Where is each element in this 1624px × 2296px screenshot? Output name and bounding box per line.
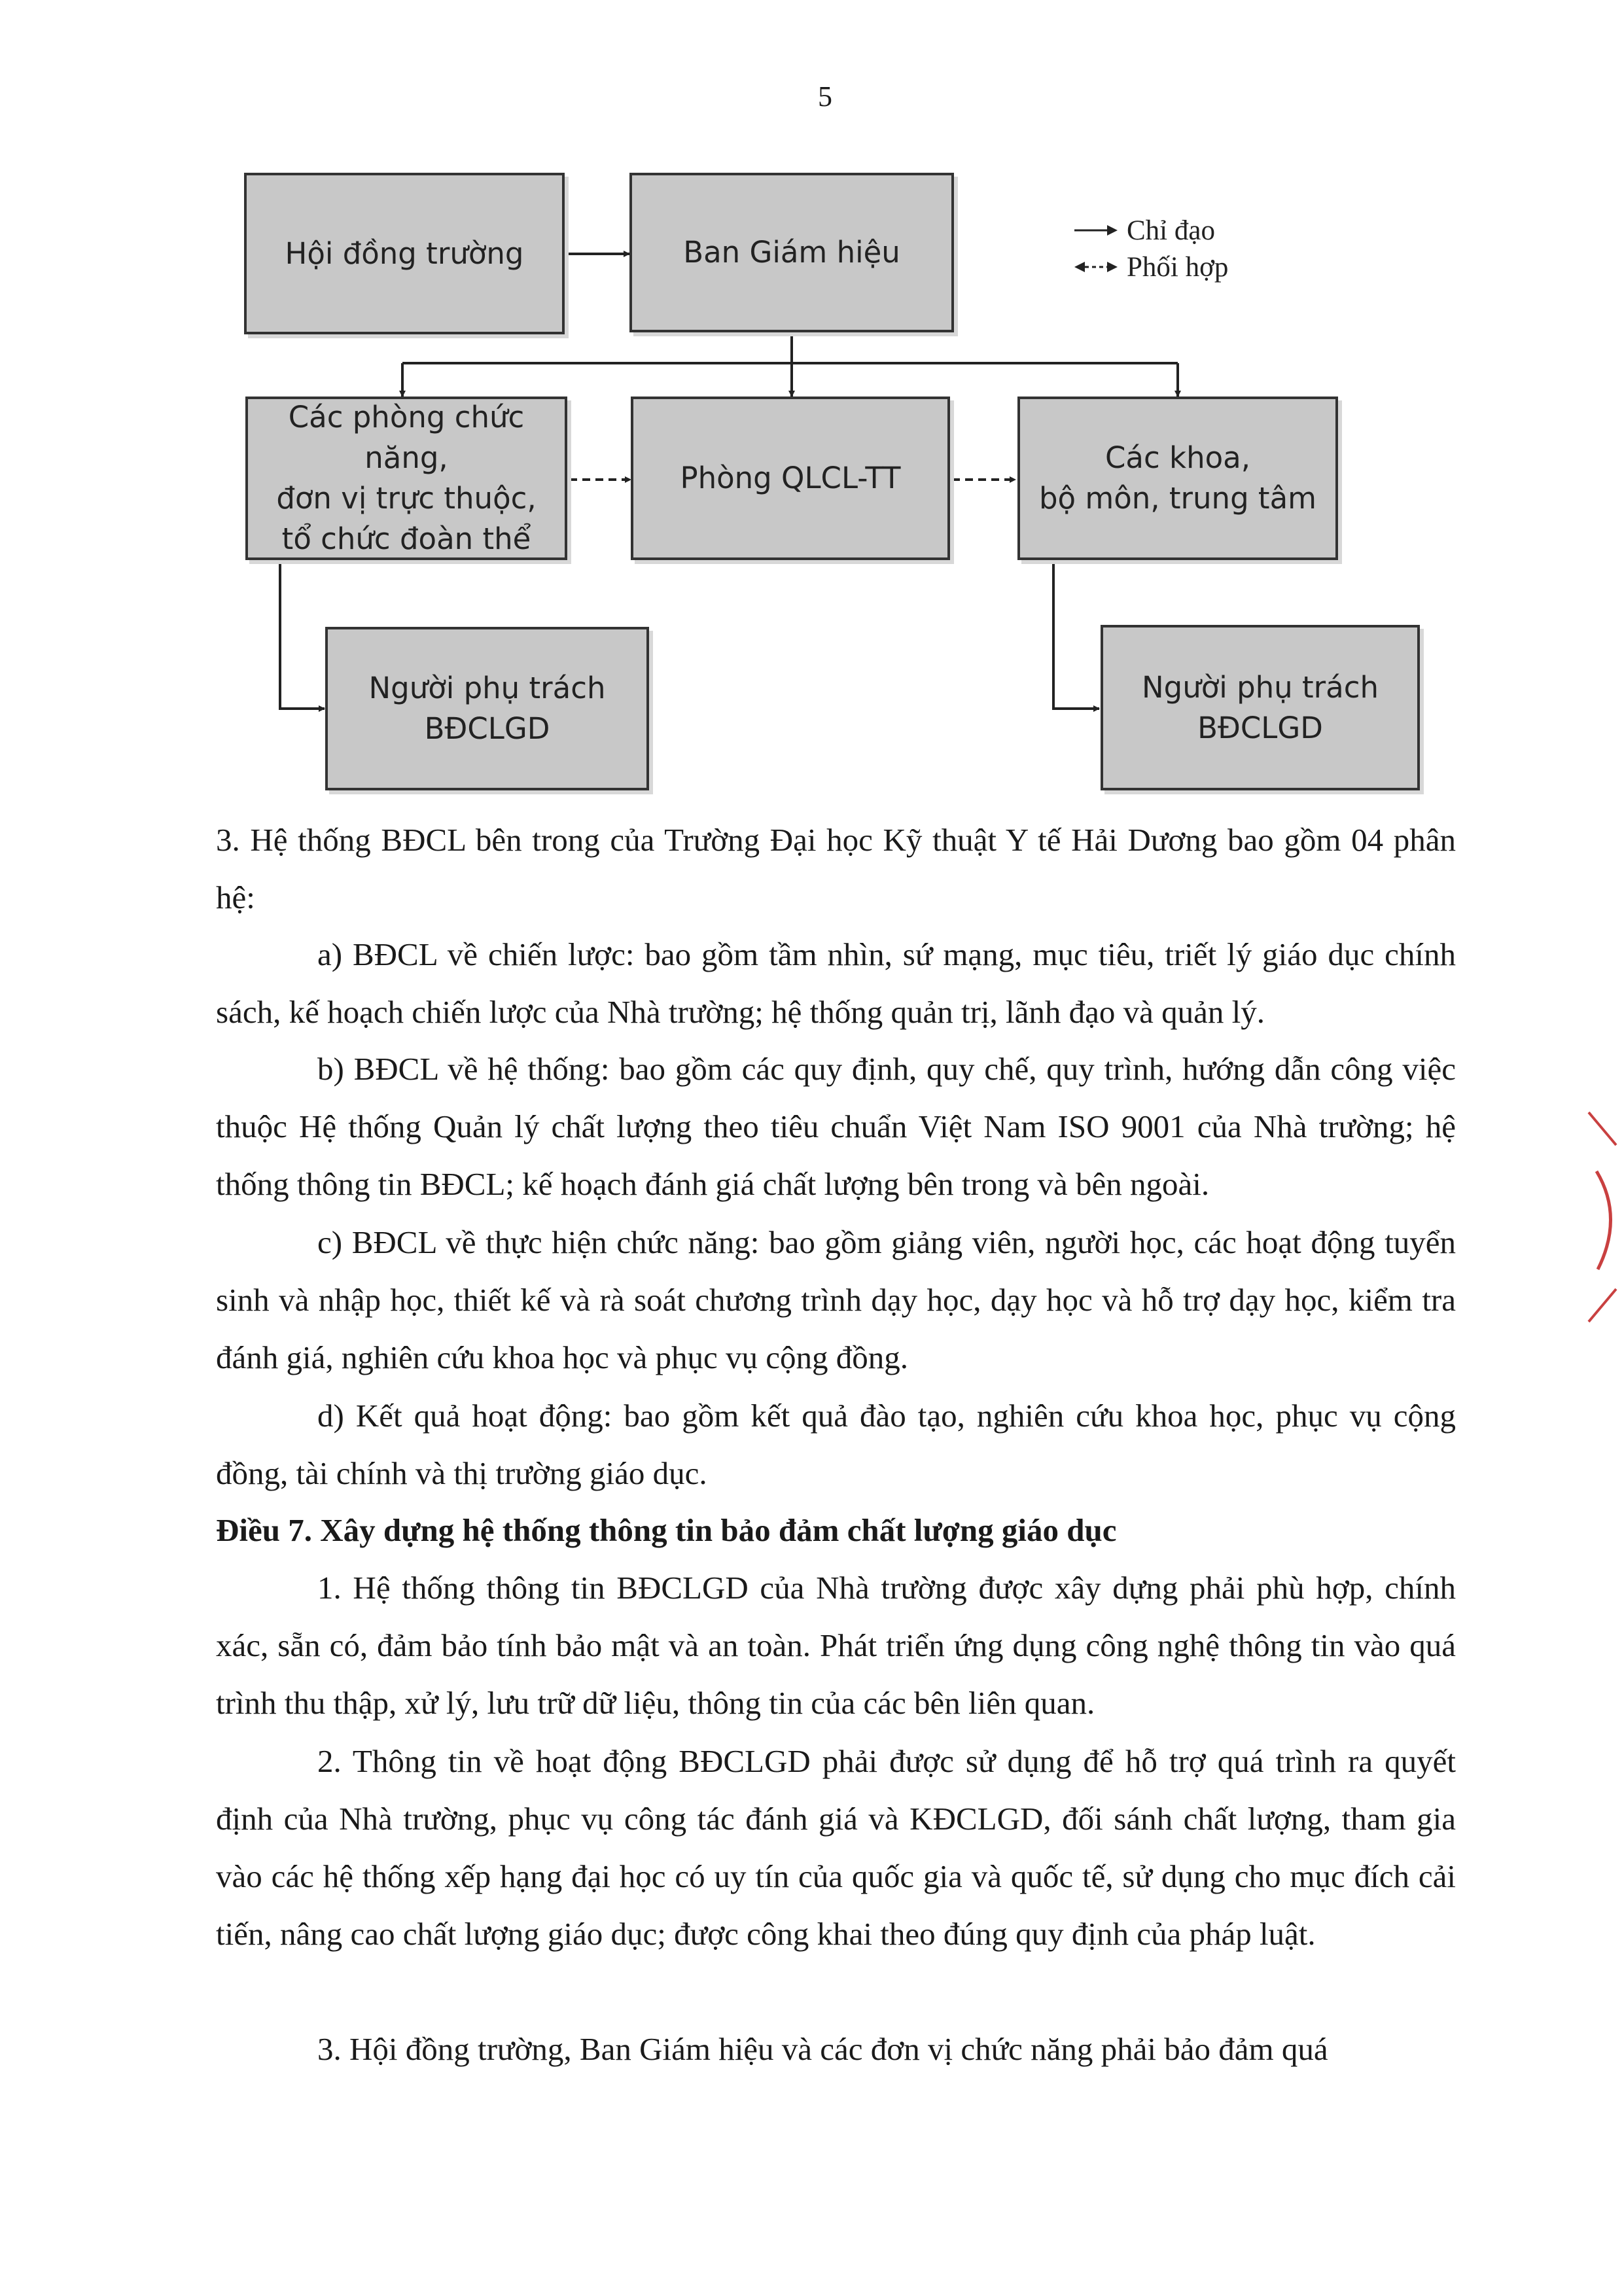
legend-coordinate bbox=[1073, 247, 1335, 287]
solid-arrow-icon bbox=[1073, 221, 1119, 240]
qa-office-box bbox=[631, 397, 950, 560]
faculties-box bbox=[1017, 397, 1338, 560]
officer-box-right bbox=[1101, 625, 1420, 790]
qa-office-label: Phòng QLCL-TT bbox=[680, 461, 901, 495]
faculties-to-officer-arrow bbox=[1053, 561, 1099, 709]
dashed-double-arrow-icon bbox=[1073, 257, 1119, 277]
paragraph-b: b) BĐCL về hệ thống: bao gồm các quy định, quy chế, quy trình, hướng dẫn công việc thuộc Hệ thống Quản lý chất lượng theo tiêu chuẩn Việt Nam ISO 9001 của Nhà trường; hệ thống thông tin BĐCL; kế hoạch đánh giá chất lượng bên trong và bên ngoài. bbox=[216, 1051, 1456, 1202]
council-box bbox=[244, 173, 565, 334]
article-7-heading: Điều 7. Xây dựng hệ thống thông tin bảo đảm chất lượng giáo dục bbox=[216, 1512, 1117, 1548]
faculties-label-line2: bộ môn, trung tâm bbox=[1038, 481, 1316, 516]
officer-box-left bbox=[325, 627, 649, 790]
officer-left-label-line2: BĐCLGD bbox=[424, 711, 550, 746]
article-7-paragraph-1: 1. Hệ thống thông tin BĐCLGD của Nhà trường được xây dựng phải phù hợp, chính xác, sẵn có, đảm bảo tính bảo mật và an toàn. Phát triển ứng dụng công nghệ thông tin vào quá trình thu thập, xử lý, lưu trữ dữ liệu, thông tin của các bên liên quan. bbox=[216, 1570, 1456, 1721]
org-chart bbox=[0, 0, 1624, 811]
article-7-paragraph-2: 2. Thông tin về hoạt động BĐCLGD phải được sử dụng để hỗ trợ quá trình ra quyết định của Nhà trường, phục vụ công tác đánh giá và KĐCLGD, đối sánh chất lượng, tham gia vào các hệ thống xếp hạng đại học có uy tín của quốc gia và quốc tế, sử dụng cho mục đích cải tiến, nâng cao chất lượng giáo dục; được công khai theo đúng quy định của pháp luật. bbox=[216, 1743, 1456, 1952]
functional-units-label-line3: tổ chức đoàn thể bbox=[281, 521, 531, 556]
faculties-label-line1: Các khoa, bbox=[1104, 440, 1251, 475]
functional-units-to-officer-arrow bbox=[280, 561, 325, 709]
board-label: Ban Giám hiệu bbox=[683, 235, 900, 270]
article-7-paragraph-3: 3. Hội đồng trường, Ban Giám hiệu và các đơn vị chức năng phải bảo đảm quá bbox=[317, 2031, 1328, 2067]
functional-units-label-line1: Các phòng chức năng, bbox=[288, 400, 525, 475]
officer-right-label-line2: BĐCLGD bbox=[1197, 710, 1323, 745]
paragraph-a: a) BĐCL về chiến lược: bao gồm tầm nhìn, sứ mạng, mục tiêu, triết lý giáo dục chính sách, kế hoạch chiến lược của Nhà trường; hệ thống quản trị, lãnh đạo và quản lý. bbox=[216, 936, 1456, 1030]
council-label: Hội đồng trường bbox=[285, 236, 524, 271]
paragraph-3: 3. Hệ thống BĐCL bên trong của Trường Đại học Kỹ thuật Y tế Hải Dương bao gồm 04 phân hệ: bbox=[216, 822, 1456, 915]
board-box bbox=[629, 173, 954, 332]
officer-left-label-line1: Người phụ trách bbox=[368, 671, 606, 705]
functional-units-box bbox=[245, 397, 567, 560]
paragraph-d: d) Kết quả hoạt động: bao gồm kết quả đào tạo, nghiên cứu khoa học, phục vụ cộng đồng, tài chính và thị trường giáo dục. bbox=[216, 1398, 1456, 1491]
functional-units-label-line2: đơn vị trực thuộc, bbox=[276, 481, 537, 516]
legend-direct bbox=[1073, 211, 1335, 250]
stamp-fragment bbox=[1583, 1099, 1624, 1335]
paragraph-c: c) BĐCL về thực hiện chức năng: bao gồm giảng viên, người học, các hoạt động tuyển sinh và nhập học, thiết kế và rà soát chương trình dạy học, dạy học và hỗ trợ dạy học, kiểm tra đánh giá, nghiên cứu khoa học và phục vụ cộng đồng. bbox=[216, 1224, 1456, 1375]
legend-coordinate-label: Phối hợp bbox=[1127, 251, 1229, 283]
page-number: 5 bbox=[818, 80, 832, 113]
legend-direct-label: Chỉ đạo bbox=[1127, 215, 1215, 246]
officer-right-label-line1: Người phụ trách bbox=[1142, 669, 1379, 705]
